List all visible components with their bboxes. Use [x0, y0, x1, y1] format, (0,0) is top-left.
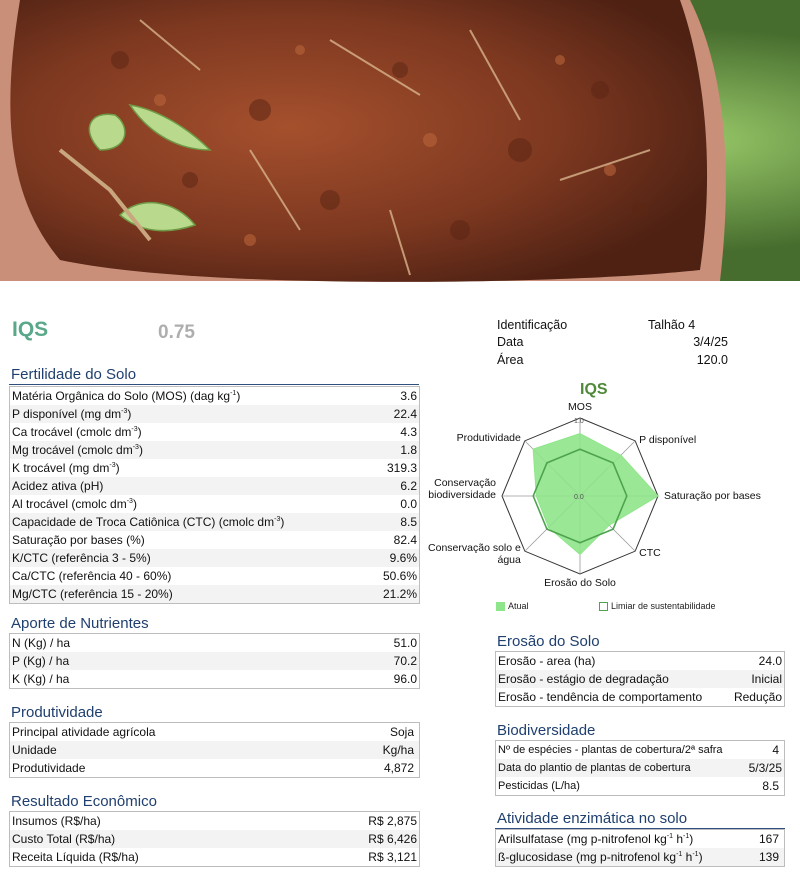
- legend-label: Atual: [508, 601, 529, 611]
- radar-axis-label: água: [497, 554, 521, 567]
- enzymes-title: Atividade enzimática no solo: [497, 810, 688, 827]
- row-label: Unidade: [10, 741, 335, 759]
- table-row: [10, 652, 420, 670]
- row-value: 50.6%: [369, 567, 419, 585]
- radar-axis-label: Conservação: [434, 477, 496, 489]
- row-value: 96.0: [293, 670, 419, 689]
- biodiversity-title: Biodiversidade: [497, 722, 596, 739]
- table-row: [496, 741, 785, 760]
- identification-label: Data: [497, 335, 524, 350]
- table-row: [10, 812, 420, 831]
- table-row: [10, 585, 420, 604]
- row-label: Arilsulfatase (mg p-nitrofenol $kg^{-1}$ $h^{-1}$): [496, 830, 751, 849]
- row-label: Pesticidas (L/ha): [496, 777, 744, 796]
- table-row: [496, 759, 785, 777]
- iqs-value: 0.75: [158, 322, 195, 343]
- table-row: [496, 670, 785, 688]
- table-row: [496, 848, 785, 867]
- table-row: [10, 405, 420, 423]
- row-label: K/CTC (referência 3 - 5%): [10, 549, 370, 567]
- table-row: [10, 848, 420, 867]
- row-value: 0.0: [369, 495, 419, 513]
- row-value: 8.5: [369, 513, 419, 531]
- legend-item-atual: [496, 601, 529, 611]
- radar-title: IQS: [580, 381, 608, 398]
- row-label: Matéria Orgânica do Solo (MOS) (dag $kg^{-1}$): [10, 387, 370, 406]
- radar-axis-label: CTC: [639, 547, 661, 560]
- identification-label: Identificação: [497, 317, 568, 332]
- fertility-table: [9, 386, 420, 604]
- row-label: Principal atividade agrícola: [10, 723, 335, 742]
- table-row: [10, 549, 420, 567]
- row-label: Custo Total (R$/ha): [10, 830, 302, 848]
- table-row: [10, 459, 420, 477]
- radar-axis-label: Erosão do Solo: [544, 577, 616, 589]
- table-row: [10, 634, 420, 653]
- erosion-title: Erosão do Solo: [497, 633, 600, 650]
- legend-swatch-limiar: [599, 602, 608, 611]
- row-label: Erosão - area (ha): [496, 652, 727, 671]
- table-row: [496, 830, 785, 849]
- radar-axis-label: Conservação solo e: [428, 542, 521, 555]
- radar-axis-label: Saturação por bases: [664, 490, 761, 502]
- row-value: Soja: [334, 723, 419, 742]
- table-row: [10, 495, 420, 513]
- soil-photo: [0, 0, 800, 281]
- radar-axis-label: Produtividade: [456, 431, 521, 444]
- row-label: Capacidade de Troca Catiônica (CTC) (cmolc $dm^{-3}$): [10, 513, 370, 531]
- legend-label: Limiar de sustentabilidade: [611, 601, 716, 611]
- row-value: 167: [751, 830, 785, 849]
- table-row: [10, 477, 420, 495]
- table-row: [10, 723, 420, 742]
- economic-table: [9, 811, 420, 867]
- table-row: [10, 567, 420, 585]
- row-value: 1.8: [369, 441, 419, 459]
- identification-row: [497, 334, 728, 352]
- nutrients-table: [9, 633, 420, 689]
- fertility-divider: [9, 384, 419, 385]
- row-value: 9.6%: [369, 549, 419, 567]
- table-row: [10, 513, 420, 531]
- radar-chart: [428, 400, 770, 610]
- table-row: [10, 830, 420, 848]
- row-label: Produtividade: [10, 759, 335, 778]
- row-label: ß-glucosidase (mg p-nitrofenol $kg^{-1}$ $h^{-1}$): [496, 848, 751, 867]
- radar-axis-label: MOS: [568, 401, 592, 413]
- row-value: R$ 3,121: [301, 848, 419, 867]
- row-value: 70.2: [293, 652, 419, 670]
- row-value: Redução: [726, 688, 784, 707]
- row-value: 82.4: [369, 531, 419, 549]
- row-value: 5/3/25: [743, 759, 784, 777]
- row-label: P (Kg) / ha: [10, 652, 294, 670]
- table-row: [10, 387, 420, 406]
- row-label: Receita Líquida (R$/ha): [10, 848, 302, 867]
- legend-swatch-atual: [496, 602, 505, 611]
- identification-row: [497, 351, 728, 369]
- row-value: 8.5: [743, 777, 784, 796]
- row-value: 21.2%: [369, 585, 419, 604]
- row-label: Acidez ativa (pH): [10, 477, 370, 495]
- identification-value: Talhão 4: [648, 317, 696, 332]
- radar-tick-label: 1.0: [574, 418, 584, 425]
- productivity-table: [9, 722, 420, 778]
- row-label: Mg/CTC (referência 15 - 20%): [10, 585, 370, 604]
- row-label: Ca trocável (cmolc $dm^{-3}$): [10, 423, 370, 441]
- row-value: 22.4: [369, 405, 419, 423]
- table-row: [496, 688, 785, 707]
- radar-axis-label: P disponível: [639, 433, 697, 446]
- row-label: Insumos (R$/ha): [10, 812, 302, 831]
- fertility-title: Fertilidade do Solo: [11, 366, 137, 383]
- row-value: 51.0: [293, 634, 419, 653]
- identification-label: Área: [497, 352, 524, 367]
- row-value: 4.3: [369, 423, 419, 441]
- identification-value: 3/4/25: [693, 335, 728, 350]
- row-value: 24.0: [726, 652, 784, 671]
- row-value: 6.2: [369, 477, 419, 495]
- row-value: Inicial: [726, 670, 784, 688]
- row-label: Erosão - estágio de degradação: [496, 670, 727, 688]
- row-label: Ca/CTC (referência 40 - 60%): [10, 567, 370, 585]
- row-label: K trocável (mg $dm^{-3}$): [10, 459, 370, 477]
- row-label: Nº de espécies - plantas de cobertura/2ª safra: [496, 741, 744, 760]
- erosion-table: [495, 651, 785, 707]
- table-row: [10, 759, 420, 778]
- row-value: 4: [743, 741, 784, 760]
- row-value: Kg/ha: [334, 741, 419, 759]
- identification-value: 120.0: [696, 352, 728, 367]
- row-value: R$ 6,426: [301, 830, 419, 848]
- identification-row: [497, 316, 728, 334]
- row-label: Saturação por bases (%): [10, 531, 370, 549]
- row-value: 319.3: [369, 459, 419, 477]
- iqs-label: IQS: [12, 318, 49, 341]
- row-value: R$ 2,875: [301, 812, 419, 831]
- row-label: Mg trocável (cmolc $dm^{-3}$): [10, 441, 370, 459]
- nutrients-title: Aporte de Nutrientes: [11, 615, 149, 632]
- productivity-title: Produtividade: [11, 704, 103, 721]
- legend-item-limiar: [599, 601, 716, 611]
- radar-tick-label: 0.0: [574, 494, 584, 501]
- row-label: Al trocável (cmolc $dm^{-3}$): [10, 495, 370, 513]
- table-row: [10, 423, 420, 441]
- row-value: 4,872: [334, 759, 419, 778]
- table-row: [10, 531, 420, 549]
- table-row: [10, 441, 420, 459]
- row-label: N (Kg) / ha: [10, 634, 294, 653]
- soil-photo-illustration: [0, 0, 800, 281]
- row-label: Erosão - tendência de comportamento: [496, 688, 727, 707]
- row-value: 3.6: [369, 387, 419, 406]
- radar-axis-label: biodiversidade: [428, 489, 496, 501]
- row-value: 139: [751, 848, 785, 867]
- economic-title: Resultado Econômico: [11, 793, 157, 810]
- table-row: [10, 670, 420, 689]
- biodiversity-table: [495, 740, 785, 796]
- table-row: [496, 652, 785, 671]
- enzymes-table: [495, 829, 785, 867]
- row-label: P disponível (mg $dm^{-3}$): [10, 405, 370, 423]
- identification-table: [497, 316, 728, 369]
- row-label: Data do plantio de plantas de cobertura: [496, 759, 744, 777]
- table-row: [10, 741, 420, 759]
- row-label: K (Kg) / ha: [10, 670, 294, 689]
- table-row: [496, 777, 785, 796]
